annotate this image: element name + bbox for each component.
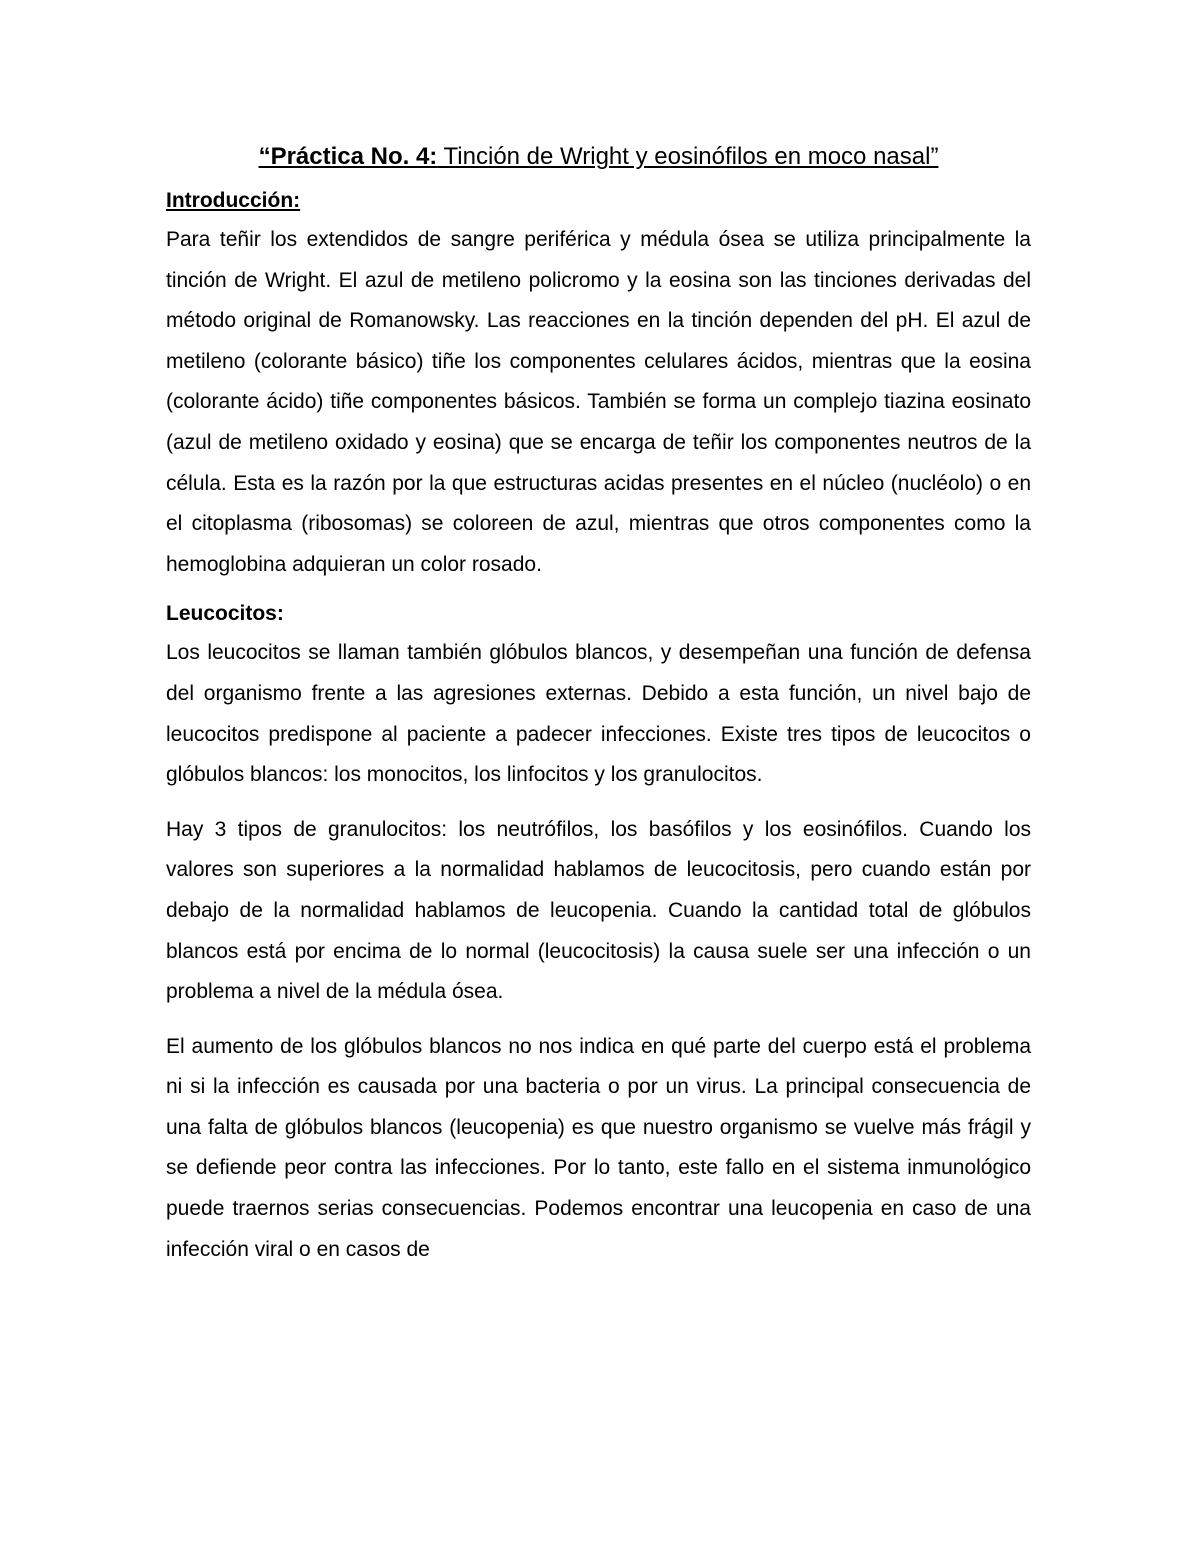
paragraph-leucocitos-2: Hay 3 tipos de granulocitos: los neutrófilos, los basófilos y los eosinófilos. Cuando los valores son superiores a la normalidad hablamos de leucocitosis, pero cuando están por debajo de la normalidad hablamos de leucopenia. Cuando la cantidad total de glóbulos blancos está por encima de lo normal (leucocitosis) la causa suele ser una infección o un problema a nivel de la médula ósea. [166,817,1031,1004]
document-title [166,140,1031,174]
title-topic: Tinción de Wright y eosinófilos en moco nasal” [437,143,939,170]
paragraph-leucocitos-3: El aumento de los glóbulos blancos no nos indica en qué parte del cuerpo está el problema ni si la infección es causada por una bacteria o por un virus. La principal consecuencia de una falta de glóbulos blancos (leucopenia) es que nuestro organismo se vuelve más frágil y se defiende peor contra las infecciones. Por lo tanto, este fallo en el sistema inmunológico puede traernos serias consecuencias. Podemos encontrar una leucopenia en caso de una infección viral o en casos de [166,1034,1031,1261]
heading-introduccion: Introducción: [166,189,301,212]
paragraph-introduccion: Para teñir los extendidos de sangre periférica y médula ósea se utiliza principalmente la tinción de Wright. El azul de metileno policromo y la eosina son las tinciones derivadas del método original de Romanowsky. Las reacciones en la tinción dependen del pH. El azul de metileno (colorante básico) tiñe los componentes celulares ácidos, mientras que la eosina (colorante ácido) tiñe componentes básicos. También se forma un complejo tiazina eosinato (azul de metileno oxidado y eosina) que se encarga de teñir los componentes neutros de la célula. Esta es la razón por la que estructuras acidas presentes en el núcleo (nucléolo) o en el citoplasma (ribosomas) se coloreen de azul, mientras que otros componentes como la hemoglobina adquieran un color rosado. [166,228,1031,576]
document-page [166,140,1031,1284]
title-practice-number: “Práctica No. 4: [258,143,438,170]
paragraph-leucocitos-1: Los leucocitos se llaman también glóbulos blancos, y desempeñan una función de defensa del organismo frente a las agresiones externas. Debido a esta función, un nivel bajo de leucocitos predispone al paciente a padecer infecciones. Existe tres tipos de leucocitos o glóbulos blancos: los monocitos, los linfocitos y los granulocitos. [166,641,1031,787]
heading-leucocitos: Leucocitos: [166,602,284,626]
